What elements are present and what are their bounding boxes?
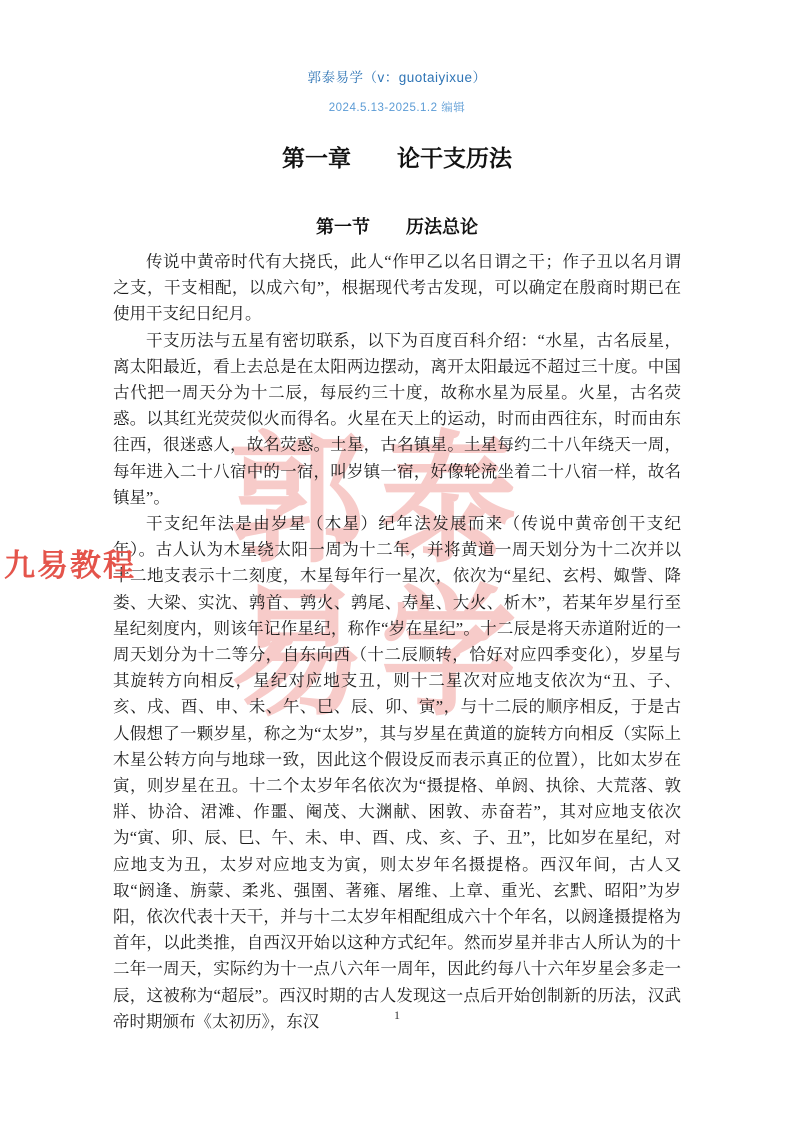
- document-header: [0, 66, 794, 115]
- paragraph: 干支纪年法是由岁星（木星）纪年法发展而来（传说中黄帝创干支纪年）。古人认为木星绕太阳一周为十二年，并将黄道一周天划分为十二次并以十二地支表示十二刻度，木星每年行一星次，依次为“星纪、玄枵、娵訾、降娄、大梁、实沈、鹑首、鹑火、鹑尾、寿星、大火、析木”，若某年岁星行至星纪刻度内，则该年记作星纪，称作“岁在星纪”。十二辰是将天赤道附近的一周天划分为十二等分，自东向西（十二辰顺转，恰好对应四季变化），岁星与其旋转方向相反，星纪对应地支丑，则十二星次对应地支依次为“丑、子、亥、戌、酉、申、未、午、巳、辰、卯、寅”，与十二辰的顺序相反，于是古人假想了一颗岁星，称之为“太岁”，其与岁星在黄道的旋转方向相反（实际上木星公转方向与地球一致，因此这个假设反而表示真正的位置），比如太岁在寅，则岁星在丑。十二个太岁年名依次为“摄提格、单阏、执徐、大荒落、敦牂、协洽、涒滩、作噩、阉茂、大渊献、困敦、赤奋若”，其对应地支依次为“寅、卯、辰、巳、午、未、申、酉、戌、亥、子、丑”，比如岁在星纪，对应地支为丑，太岁对应地支为寅，则太岁年名摄提格。西汉年间，古人又取“阏逢、旃蒙、柔兆、强圉、著雍、屠维、上章、重光、玄黓、昭阳”为岁阳，依次代表十天干，并与十二太岁年相配组成六十个年名，以阏逢摄提格为首年，以此类推，自西汉开始以这种方式纪年。然而岁星并非古人所认为的十二年一周天，实际约为十一点八六年一周年，因此约每八十六年岁星会多走一辰，这被称为“超辰”。西汉时期的古人发现这一点后开始创制新的历法，汉武帝时期颁布《太初历》，东汉: [113, 514, 681, 1031]
- seal-char: 郭: [229, 416, 366, 584]
- paragraph: 传说中黄帝时代有大挠氏，此人“作甲乙以名日谓之干；作子丑以名月谓之支，干支相配，以成六旬”，根据现代考古发现，可以确定在殷商时期已在使用干支纪日纪月。: [113, 252, 681, 324]
- paragraph: 干支历法与五星有密切联系，以下为百度百科介绍：“水星，古名辰星，离太阳最近，看上去总是在太阳两边摆动，离开太阳最远不超过三十度。中国古代把一周天分为十二辰，每辰约三十度，故称水星为辰星。火星，古名荧惑。以其红光荧荧似火而得名。火星在天上的运动，时而由西往东，时而由东往西，很迷惑人，故名荧惑。土星，古名镇星。土星每约二十八年绕天一周，每年进入二十八宿中的一宿，叫岁镇一宿，好像轮流坐着二十八宿一样，故名镇星”。: [113, 330, 681, 507]
- seal-char: 易: [229, 569, 366, 737]
- edit-date-line: 2024.5.13-2025.1.2 编辑: [328, 102, 466, 114]
- site-watermark-label: 九易教程: [4, 548, 136, 583]
- chapter-title: 第一章 论干支历法: [282, 146, 512, 171]
- body-text: [113, 249, 681, 1035]
- section-title: 第一节 历法总论: [316, 217, 478, 237]
- seal-char: 学: [380, 569, 517, 737]
- page-number: 1: [394, 1008, 400, 1022]
- author-line: 郭泰易学（v：guotaiyixue）: [307, 70, 487, 85]
- seal-char: 泰: [380, 416, 517, 584]
